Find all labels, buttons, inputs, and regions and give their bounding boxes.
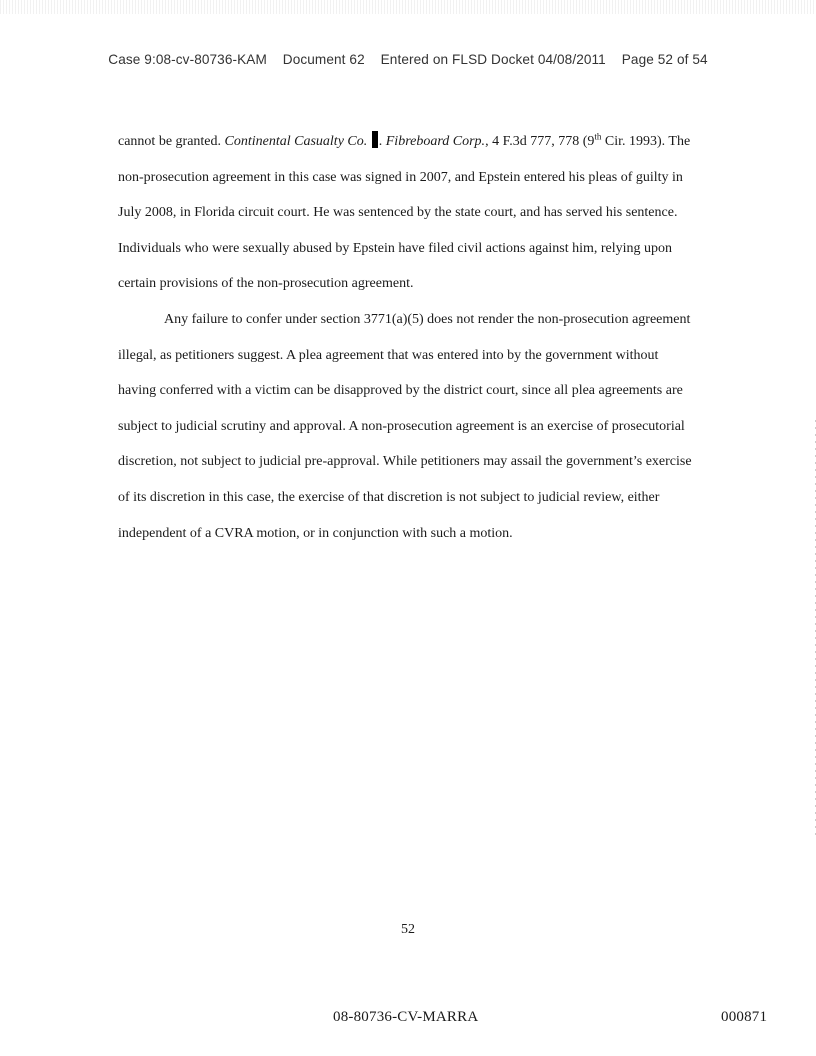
case-citation-2: Fibreboard Corp. — [385, 134, 486, 149]
scan-artifact-strip — [0, 0, 816, 14]
case-citation-1: Continental Casualty Co. — [224, 134, 368, 149]
text-run: , 4 F.3d 777, 778 (9 — [485, 134, 595, 149]
paragraph-2: Any failure to confer under section 3771(a)(5) does not render the non-prosecution agreement illegal, as petitioners suggest. A plea agreement that was entered into by the government without having conferred with a victim can be disapproved by the district court, since all plea agreements are subject to judicial scrutiny and approval. A non-prosecution agreement is an exercise of prosecutorial discretion, not subject to judicial pre-approval. While petitioners may assail the government’s exercise of its discretion in this case, the exercise of that discretion is not subject to judicial review, either independent of a CVRA motion, or in conjunction with such a motion. — [118, 311, 692, 541]
document-body — [118, 124, 698, 551]
docket-header — [0, 52, 816, 67]
footer-bates-number: 000871 — [721, 1009, 768, 1025]
text-run: Cir. 1993). The non-prosecution agreement in this case was signed in 2007, and Epstein entered his pleas of guilty in July 2008, in Florida circuit court. He was sentenced by the state court, and has served his sentence. Individuals who were sexually abused by Epstein have filed civil actions against him, relying upon certain provisions of the non-prosecution agreement. — [118, 134, 691, 292]
header-case-number: Case 9:08-cv-80736-KAM — [108, 52, 267, 67]
text-run: . — [378, 134, 386, 149]
paragraph-1 — [118, 124, 698, 302]
redaction-mark — [372, 131, 378, 148]
header-document-number: Document 62 — [282, 52, 365, 67]
footer-case-reference: 08-80736-CV-MARRA — [333, 1009, 479, 1025]
page-number: 52 — [401, 922, 415, 937]
ordinal-suffix: th — [594, 131, 602, 142]
header-page-count: Page 52 of 54 — [621, 52, 708, 67]
text-run: cannot be granted. — [118, 134, 225, 149]
header-entered-date: Entered on FLSD Docket 04/08/2011 — [380, 52, 606, 67]
